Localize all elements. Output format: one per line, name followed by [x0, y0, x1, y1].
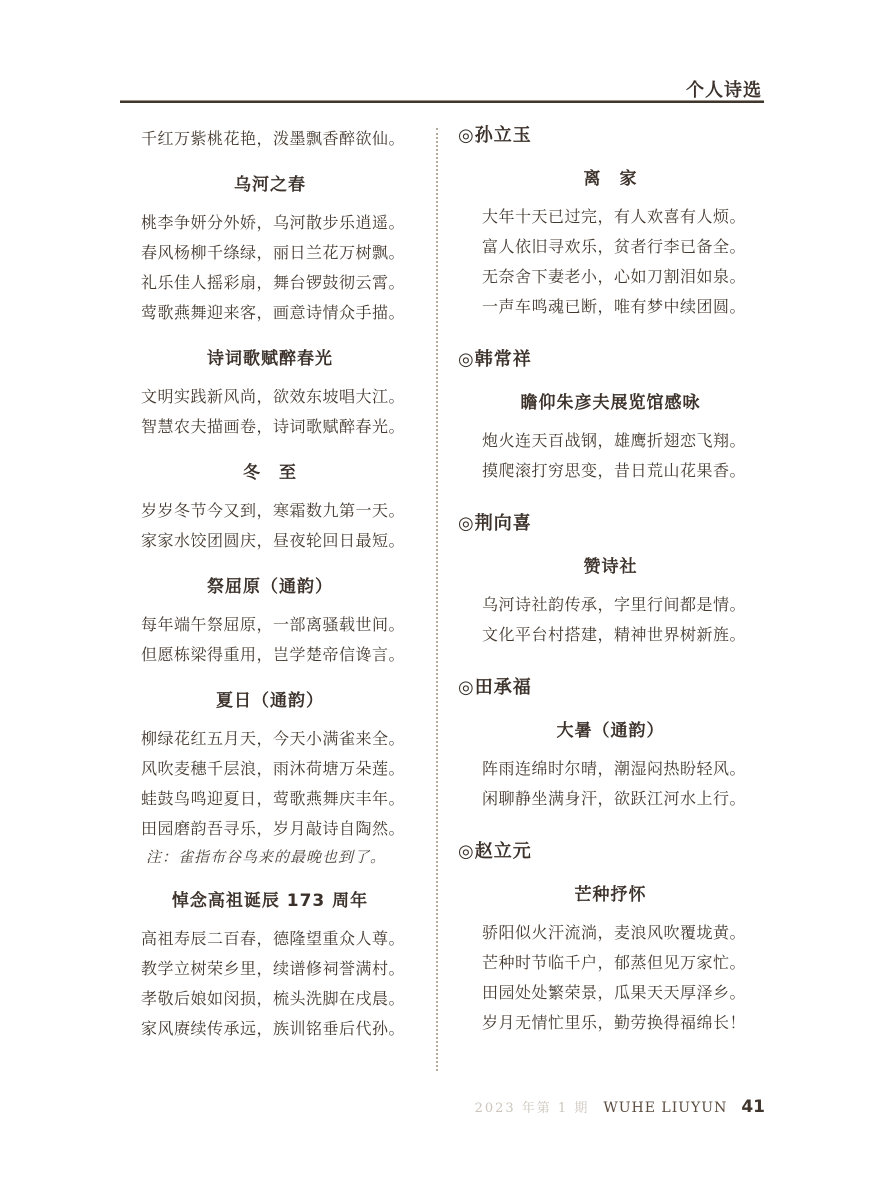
footer-journal-name: WUHE LIUYUN	[603, 1100, 728, 1116]
poem-line: 无奈舍下妻老小，心如刀割泪如泉。	[482, 267, 747, 286]
poem-title: 离 家	[583, 169, 638, 189]
poem-line: 摸爬滚打穷思变，昔日荒山花果香。	[482, 461, 747, 480]
poem-line: 闲聊静坐满身汗，欲跃江河水上行。	[482, 789, 747, 808]
poem-line: 孝敬后娘如闵损，梳头洗脚在戌晨。	[141, 989, 406, 1008]
poem-line: 春风杨柳千绦绿，丽日兰花万树飘。	[141, 243, 406, 262]
poem-line: 莺歌燕舞迎来客，画意诗情众手描。	[141, 303, 406, 322]
author-name: ◎田承福	[458, 677, 532, 698]
poem-carryover-line: 千红万紫桃花艳，泼墨飘香醉欲仙。	[141, 129, 406, 148]
poem-line: 田园磨韵吾寻乐，岁月敲诗自陶然。	[141, 819, 406, 838]
poem-line: 大年十天已过完，有人欢喜有人烦。	[482, 207, 747, 226]
poem-line: 柳绿花红五月天，今天小满雀来全。	[141, 729, 406, 748]
poem-line: 田园处处繁荣景，瓜果天天厚泽乡。	[482, 983, 747, 1002]
poem-line: 高祖寿辰二百春，德隆望重众人尊。	[141, 929, 406, 948]
footer-issue: 2023 年第 1 期	[474, 1101, 590, 1116]
poem-line: 蛙鼓鸟鸣迎夏日，莺歌燕舞庆丰年。	[141, 789, 406, 808]
header-rule	[120, 100, 764, 103]
poem-title: 乌河之春	[234, 175, 306, 195]
poem-title: 悼念高祖诞辰 173 周年	[171, 891, 369, 911]
poem-title: 夏日（通韵）	[216, 691, 324, 711]
poem-title: 瞻仰朱彦夫展览馆感咏	[520, 393, 701, 413]
poem-title: 大暑（通韵）	[556, 721, 665, 741]
poem-line: 岁月无情忙里乐，勤劳换得福绵长！	[482, 1013, 747, 1032]
poem-line: 一声车鸣魂已断，唯有梦中续团圆。	[482, 297, 747, 316]
page-footer	[475, 1097, 765, 1117]
poem-line: 芒种时节临千户，郁蒸但见万家忙。	[482, 953, 747, 972]
poem-note: 注：雀指布谷鸟来的最晚也到了。	[146, 848, 387, 866]
content-columns	[120, 124, 765, 1075]
author-name: ◎韩常祥	[458, 349, 532, 370]
poem-line: 但愿栋梁得重用，岂学楚帝信谗言。	[141, 645, 406, 664]
author-name: ◎荆向喜	[458, 513, 532, 534]
poem-title: 赞诗社	[583, 557, 638, 577]
poem-title: 祭屈原（通韵）	[207, 577, 333, 597]
poem-line: 智慧农夫描画卷，诗词歌赋醉春光。	[141, 417, 406, 436]
poem-line: 骄阳似火汗流淌，麦浪风吹覆垅黄。	[482, 923, 747, 942]
poem-line: 阵雨连绵时尔晴，潮湿闷热盼轻风。	[482, 759, 747, 778]
poem-line: 每年端午祭屈原，一部离骚载世间。	[141, 615, 406, 634]
poem-title: 芒种抒怀	[574, 885, 647, 905]
poem-title: 冬 至	[243, 463, 297, 483]
right-column	[438, 124, 765, 1075]
poem-line: 文化平台村搭建，精神世界树新旌。	[482, 625, 747, 644]
poem-line: 礼乐佳人摇彩扇，舞台锣鼓彻云霄。	[141, 273, 406, 292]
author-name: ◎赵立元	[458, 841, 532, 862]
poem-line: 风吹麦穗千层浪，雨沐荷塘万朵莲。	[141, 759, 406, 778]
page-title: 个人诗选	[686, 80, 762, 101]
poem-line: 教学立树荣乡里，续谱修祠誉满村。	[141, 959, 406, 978]
poem-title: 诗词歌赋醉春光	[207, 349, 333, 369]
poem-line: 岁岁冬节今又到，寒霜数九第一天。	[141, 501, 406, 520]
left-column	[120, 124, 436, 1075]
poem-line: 富人依旧寻欢乐，贫者行李已备全。	[482, 237, 747, 256]
poem-line: 桃李争妍分外娇，乌河散步乐逍遥。	[141, 213, 406, 232]
poem-line: 家风赓续传承远，族训铭垂后代孙。	[141, 1019, 406, 1038]
poem-line: 家家水饺团圆庆，昼夜轮回日最短。	[141, 531, 406, 550]
poem-line: 文明实践新风尚，欲效东坡唱大江。	[141, 387, 406, 406]
author-name: ◎孙立玉	[458, 125, 532, 146]
poem-line: 炮火连天百战钢，雄鹰折翅恋飞翔。	[482, 431, 747, 450]
footer-page-number: 41	[741, 1097, 765, 1117]
poem-line: 乌河诗社韵传承，字里行间都是情。	[482, 595, 747, 614]
